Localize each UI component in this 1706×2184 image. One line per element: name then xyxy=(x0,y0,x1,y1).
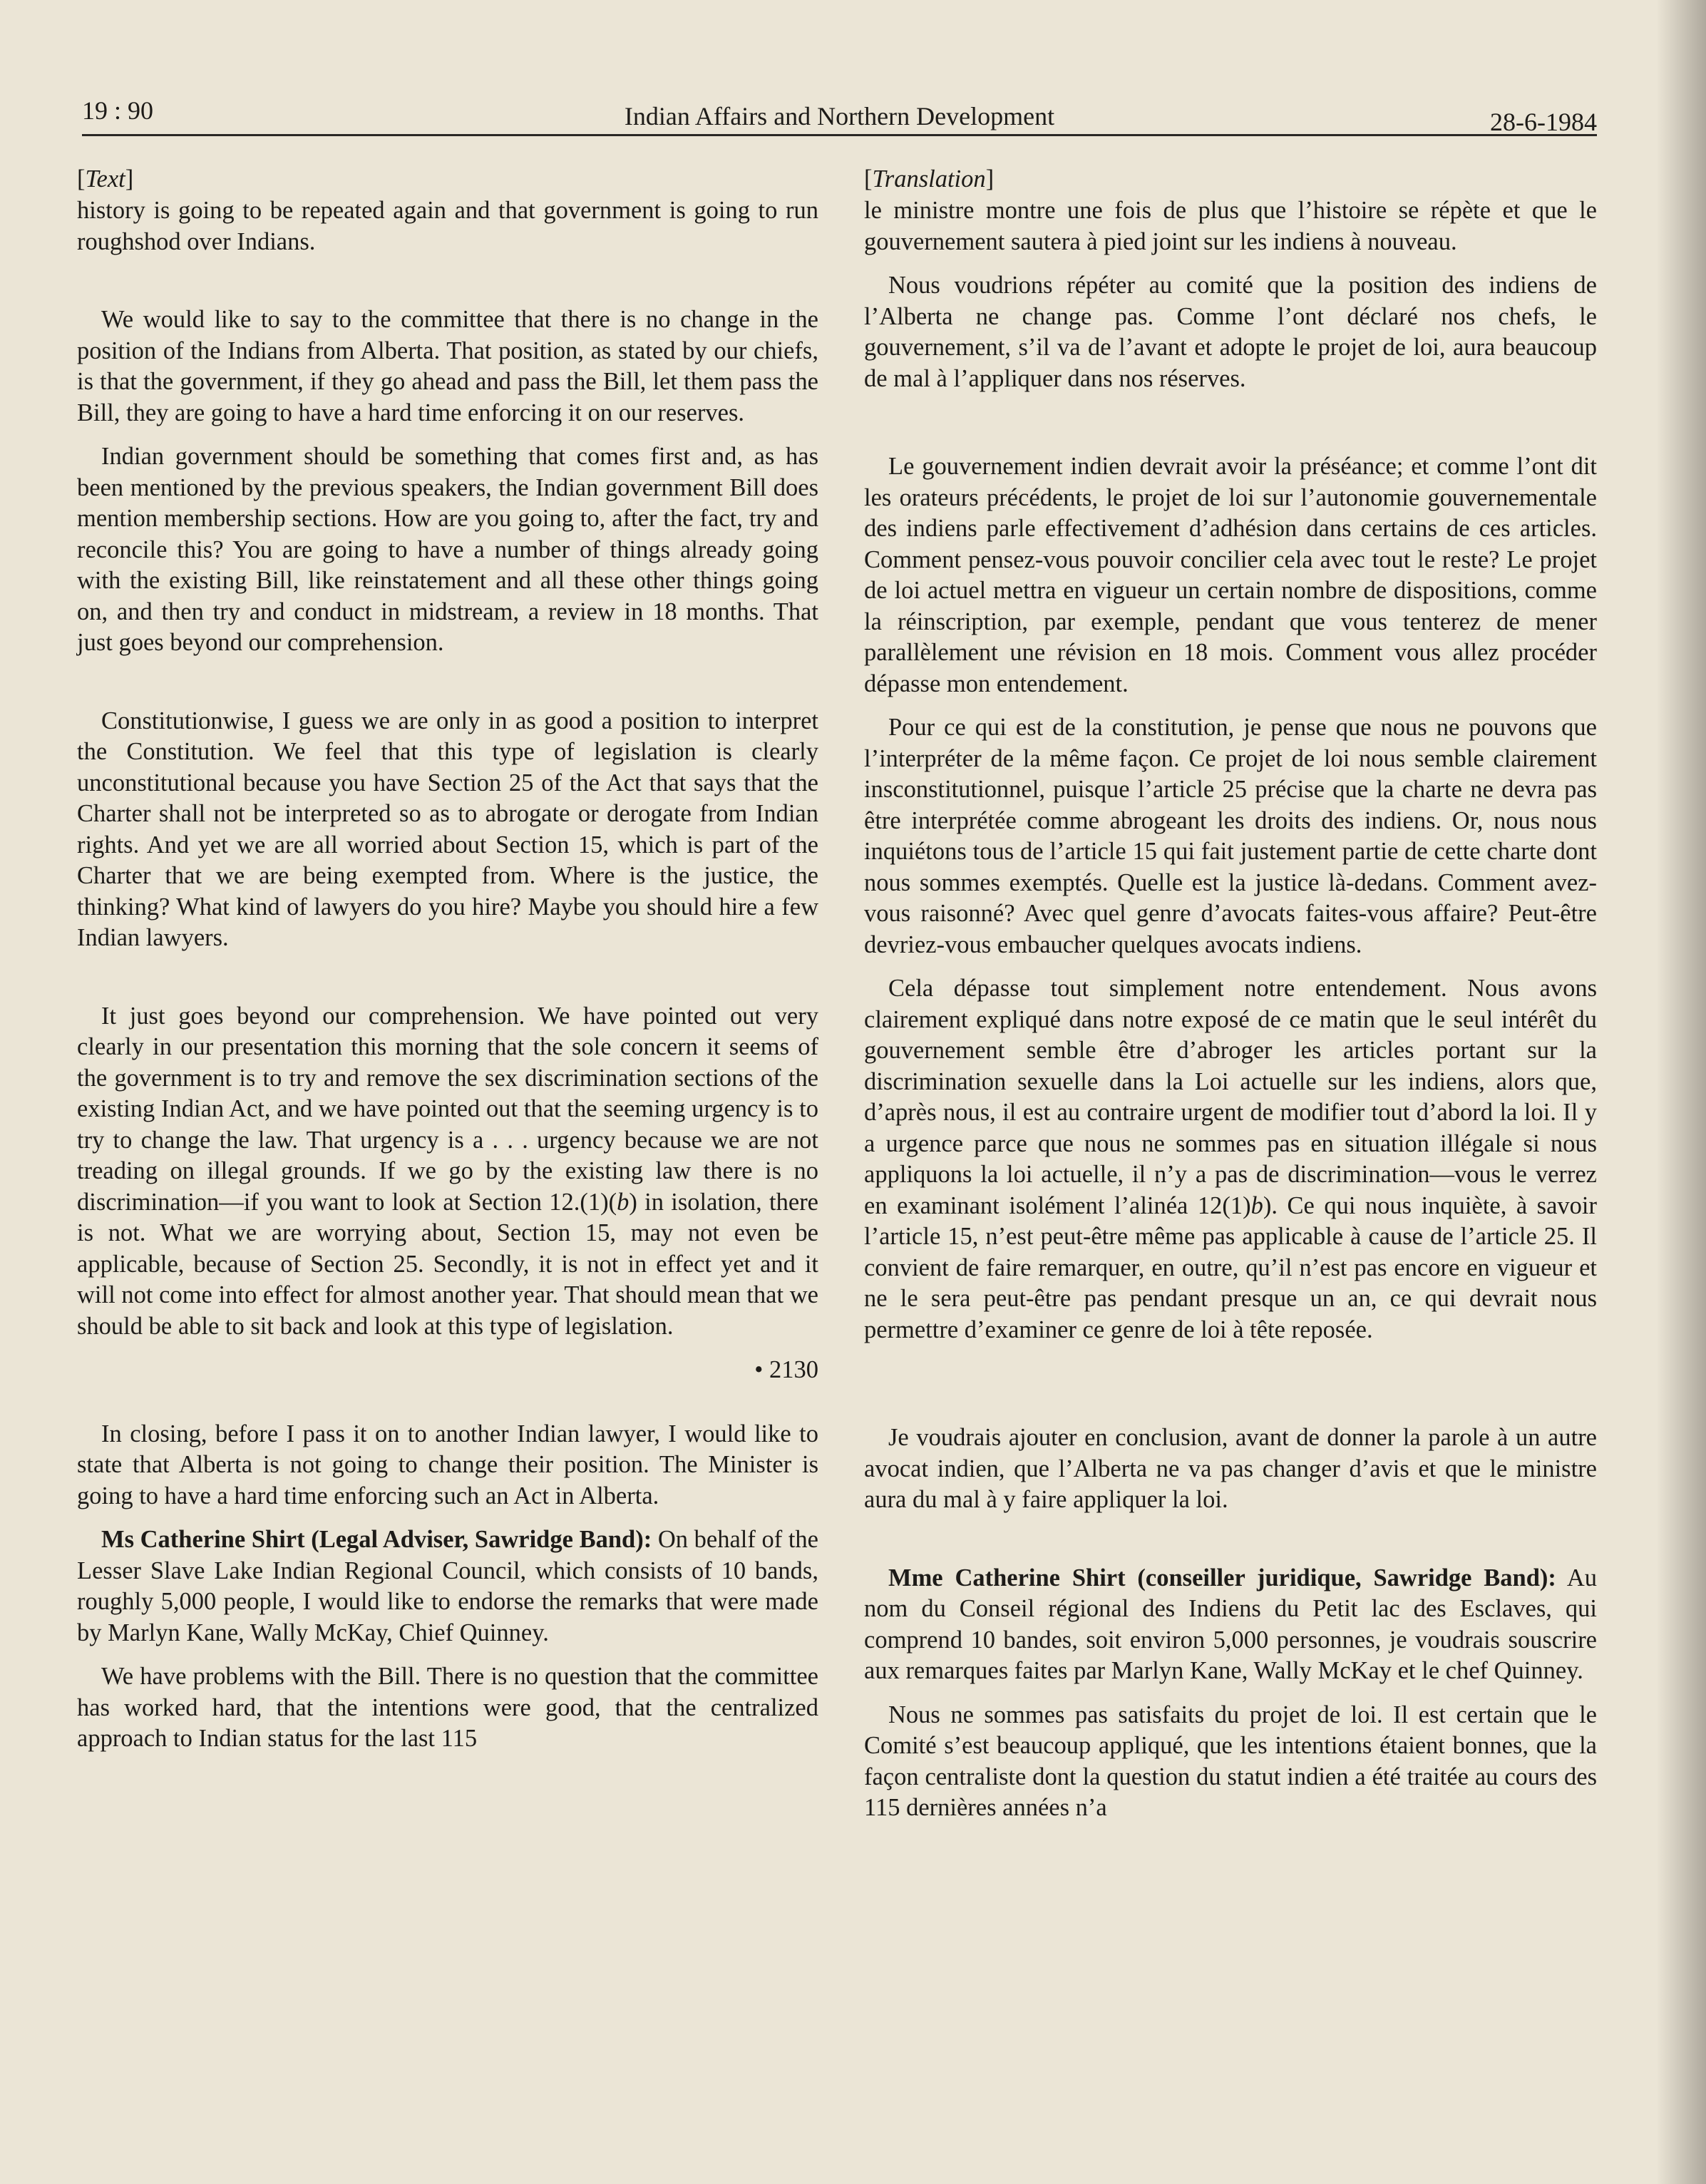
speaker-paragraph: Mme Catherine Shirt (conseiller juridique, Sawridge Band): Au nom du Conseil régional des Indiens du Petit lac des Esclaves, qui comprend 10 bandes, soit environ 5,000 personnes, je voudrais souscrire aux remarques faites par Marlyn Kane, Wally McKay et le chef Quinney. xyxy=(864,1564,1597,1684)
paragraph: Indian government should be something that comes first and, as has been mentioned by the previous speakers, the Indian government Bill does mention membership sections. How are you going to, after the fact, try and reconcile this? You are going to have a number of things already going with the existing Bill, like reinstatement and all these other things going on, and then try and conduct in midstream, a review in 18 months. That just goes beyond our comprehension. xyxy=(77,443,818,656)
paragraph: In closing, before I pass it on to another Indian lawyer, I would like to state that Alberta is not going to change their position. The Minister is going to have a hard time enforcing such an Act in Alberta. xyxy=(77,1420,818,1509)
french-column xyxy=(864,163,1597,1837)
paragraph: Je voudrais ajouter en conclusion, avant de donner la parole à un autre avocat indien, que l’Alberta ne va pas changer d’avis et que le ministre aura du mal à y faire appliquer la loi. xyxy=(864,1424,1597,1513)
speaker-name: Ms Catherine Shirt (Legal Adviser, Sawridge Band): xyxy=(101,1526,652,1553)
page-number: 19 : 90 xyxy=(82,96,154,125)
header-date: 28-6-1984 xyxy=(1490,108,1597,136)
paragraph: Nous ne sommes pas satisfaits du projet de loi. Il est certain que le Comité s’est beaucoup appliqué, que les intentions étaient bonnes, que la façon centraliste dont la question du statut indien a été traitée au cours des 115 dernières années n’a xyxy=(864,1701,1597,1821)
speaker-paragraph: Ms Catherine Shirt (Legal Adviser, Sawridge Band): On behalf of the Lesser Slave Lake Indian Regional Council, which consists of 10 bands, roughly 5,000 people, I would like to endorse the remarks that were made by Marlyn Kane, Wally McKay, Chief Quinney. xyxy=(77,1526,818,1646)
paragraph: It just goes beyond our comprehension. We have pointed out very clearly in our presentation this morning that the sole concern it seems of the government is to try and remove the sex discrimination sections of the existing Indian Act, and we have pointed out that the seeming urgency is to try to change the law. That urgency is a . . . urgency because we are not treading on illegal grounds. If we go by the existing law there is no discrimination—if you want to look at Section 12.(1)(b) in isolation, there is not. What we are worrying about, Section 15, may not even be applicable, because of Section 25. Secondly, it is not in effect yet and it will not come into effect for almost another year. That should mean that we should be able to sit back and look at this type of legislation. xyxy=(77,1002,818,1340)
paragraph: le ministre montre une fois de plus que l’histoire se répète et que le gouvernement sautera à pied joint sur les indiens à nouveau. xyxy=(864,197,1597,255)
paragraph: We have problems with the Bill. There is no question that the committee has worked hard, that the intentions were good, that the centralized approach to Indian status for the last 115 xyxy=(77,1663,818,1752)
paragraph: Nous voudrions répéter au comité que la position des indiens de l’Alberta ne change pas. Comme l’ont déclaré nos chefs, le gouvernement, s’il va de l’avant et adopte le projet de loi, aura beaucoup de mal à l’appliquer dans nos réserves. xyxy=(864,272,1597,392)
section-tag-translation: [Translation] xyxy=(864,165,995,193)
page-edge-shadow xyxy=(1656,0,1706,2184)
english-column xyxy=(77,163,818,1768)
paragraph: Cela dépasse tout simplement notre entendement. Nous avons clairement expliqué dans notre exposé de ce matin que le seul intérêt du gouvernement semble être d’abroger les articles portant sur la discrimination sexuelle dans la Loi actuelle sur les indiens, alors que, d’après nous, il est au contraire urgent de modifier tout d’abord la loi. Il y a urgence parce que nous ne sommes pas en situation illégale si nous appliquons la loi actuelle, il n’y a pas de discrimination—vous le verrez en examinant isolément l’alinéa 12(1)b). Ce qui nous inquiète, à savoir l’article 15, n’est peut-être même pas applicable à cause de l’article 25. Il convient de faire remarquer, en outre, qu’il n’est pas encore en vigueur et ne le sera peut-être pas pendant presque un an, ce qui devrait nous permettre d’examiner ce genre de loi à tête reposée. xyxy=(864,975,1597,1343)
paragraph: Pour ce qui est de la constitution, je pense que nous ne pouvons que l’interpréter de la même façon. Ce projet de loi nous semble clairement insconstitutionnel, puisque l’article 25 précise que la charte ne devra pas être interprétée comme abrogeant les droits des indiens. Or, nous nous inquiétons tous de l’article 15 qui fait justement partie de cette charte dont nous sommes exemptés. Quelle est la justice là-dedans. Comment avez-vous raisonné? Avec quel genre d’avocats faites-vous affaire? Peut-être devriez-vous embaucher quelques avocats indiens. xyxy=(864,714,1597,958)
paragraph: Le gouvernement indien devrait avoir la préséance; et comme l’ont dit les orateurs précédents, le projet de loi sur l’autonomie gouvernementale des indiens parle effectivement d’adhésion dans certains de ces articles. Comment pensez-vous pouvoir concilier cela avec tout le reste? Le projet de loi actuel mettra en vigueur un certain nombre de dispositions, comme la réinscription, par exemple, pendant que vous tenterez de mener parallèlement une révision en 18 mois. Comment vous allez procéder dépasse mon entendement. xyxy=(864,453,1597,697)
paragraph: history is going to be repeated again and that government is going to run roughshod over Indians. xyxy=(77,197,818,255)
paragraph: Constitutionwise, I guess we are only in as good a position to interpret the Constitution. We feel that this type of legislation is clearly unconstitutional because you have Section 25 of the Act that says that the Charter shall not be interpreted so as to abrogate or derogate from Indian rights. And yet we are all worried about Section 15, which is part of the Charter that we are being exempted from. Where is the justice, the thinking? What kind of lawyers do you hire? Maybe you should hire a few Indian lawyers. xyxy=(77,707,818,951)
running-title: Indian Affairs and Northern Development xyxy=(624,102,1055,130)
running-header xyxy=(82,91,1597,136)
timestamp: • 2130 xyxy=(754,1356,818,1383)
speaker-name: Mme Catherine Shirt (conseiller juridique, Sawridge Band): xyxy=(888,1564,1556,1591)
section-tag-text: [Text] xyxy=(77,165,134,193)
paragraph: We would like to say to the committee that there is no change in the position of the Indians from Alberta. That position, as stated by our chiefs, is that the government, if they go ahead and pass the Bill, let them pass the Bill, they are going to have a hard time enforcing it on our reserves. xyxy=(77,306,818,426)
